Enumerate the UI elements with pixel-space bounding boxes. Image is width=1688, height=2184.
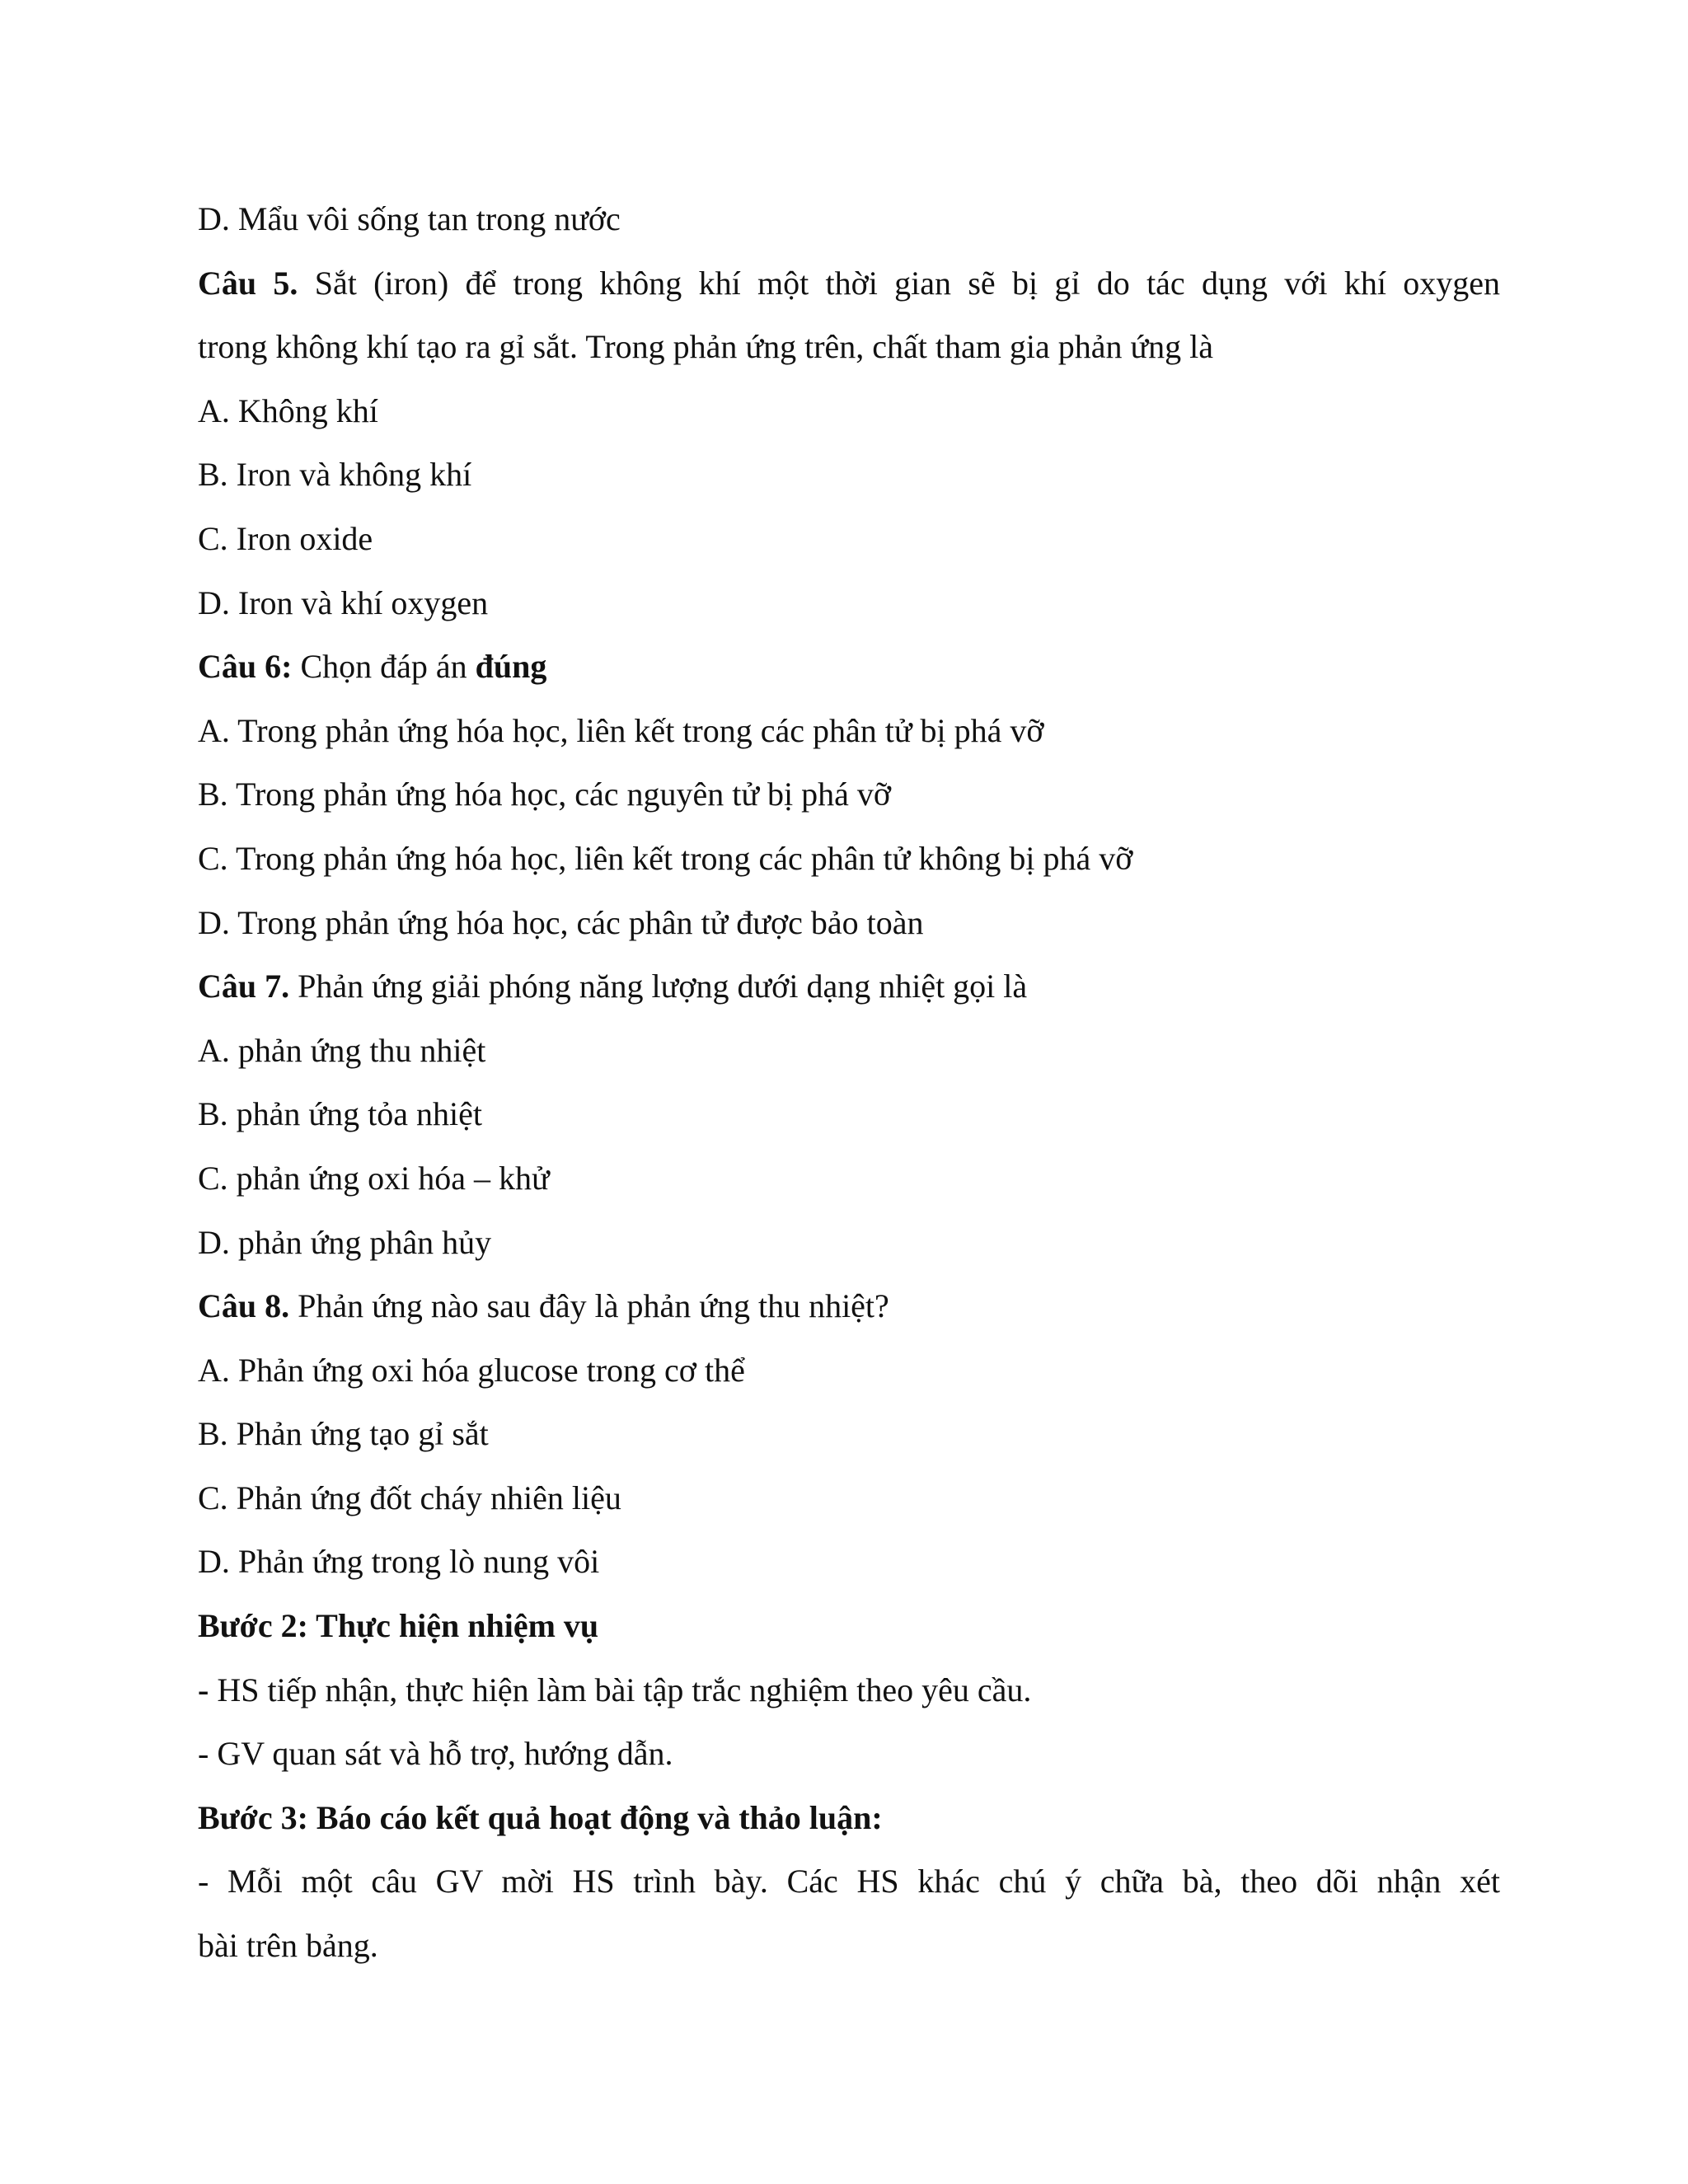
line-text: bài trên bảng. [198, 1927, 378, 1965]
step-heading [198, 1793, 1500, 1858]
line-text: trong không khí tạo ra gỉ sắt. Trong phản ứng trên, chất tham gia phản ứng là [198, 328, 1214, 366]
option-line [198, 1026, 1500, 1090]
option-line [198, 898, 1500, 963]
line-text: A. Trong phản ứng hóa học, liên kết trong các phân tử bị phá vỡ [198, 711, 1044, 749]
option-line [198, 450, 1500, 514]
step-item [198, 1729, 1500, 1793]
line-text: C. Trong phản ứng hóa học, liên kết trong các phân tử không bị phá vỡ [198, 839, 1133, 877]
line-text: B. Iron và không khí [198, 456, 472, 494]
option-line [198, 1218, 1500, 1282]
line-text: D. Mẩu vôi sống tan trong nước [198, 200, 621, 237]
step-item [198, 1857, 1500, 1921]
question-text: Sắt (iron) để trong không khí một thời gian sẽ bị gỉ do tác dụng với khí oxygen [298, 264, 1500, 302]
step-heading [198, 1601, 1500, 1666]
line-text: D. Iron và khí oxygen [198, 583, 489, 621]
question-number: Câu 6: [198, 648, 293, 686]
question-number: Câu 7. [198, 968, 290, 1005]
line-text: B. Phản ứng tạo gỉ sắt [198, 1415, 489, 1453]
question-line [198, 259, 1500, 323]
option-line [198, 1154, 1500, 1218]
option-line [198, 770, 1500, 834]
option-line [198, 1090, 1500, 1154]
option-line [198, 1409, 1500, 1474]
emphasis-text: đúng [475, 648, 547, 686]
step-title: Bước 2: Thực hiện nhiệm vụ [198, 1607, 599, 1645]
question-continuation [198, 322, 1500, 387]
option-line [198, 706, 1500, 771]
line-text: - GV quan sát và hỗ trợ, hướng dẫn. [198, 1735, 673, 1773]
line-text: D. Phản ứng trong lò nung vôi [198, 1543, 600, 1581]
line-text: A. phản ứng thu nhiệt [198, 1031, 486, 1069]
option-line [198, 387, 1500, 451]
option-line [198, 1537, 1500, 1601]
question-line [198, 962, 1500, 1026]
question-text: Chọn đáp án [292, 648, 476, 686]
line-text: D. Trong phản ứng hóa học, các phân tử được bảo toàn [198, 903, 924, 941]
step-title: Bước 3: Báo cáo kết quả hoạt động và thảo luận: [198, 1798, 883, 1836]
line-text: C. Iron oxide [198, 519, 373, 557]
line-text: HS tiếp nhận, thực hiện làm bài tập trắc nghiệm theo yêu cầu. [209, 1671, 1032, 1708]
option-line [198, 514, 1500, 579]
option-line [198, 834, 1500, 898]
step-item-continuation [198, 1921, 1500, 1985]
line-text: C. phản ứng oxi hóa – khử [198, 1159, 550, 1197]
line-text: - Mỗi một câu GV mời HS trình bày. Các HS khác chú ý chữa bà, theo dõi nhận xét [198, 1863, 1500, 1900]
line-text: A. Không khí [198, 391, 378, 429]
question-number: Câu 8. [198, 1287, 290, 1325]
step-item [198, 1666, 1500, 1730]
line-text: B. phản ứng tỏa nhiệt [198, 1095, 482, 1133]
line-text: C. Phản ứng đốt cháy nhiên liệu [198, 1479, 621, 1516]
question-number: Câu 5. [198, 264, 298, 302]
line-text: A. Phản ứng oxi hóa glucose trong cơ thể [198, 1351, 745, 1389]
option-line [198, 1474, 1500, 1538]
bullet-dash: - [198, 1671, 209, 1708]
question-text: Phản ứng giải phóng năng lượng dưới dạng nhiệt gọi là [289, 968, 1028, 1005]
question-line [198, 642, 1500, 706]
option-line [198, 579, 1500, 643]
line-text: B. Trong phản ứng hóa học, các nguyên tử bị phá vỡ [198, 776, 892, 813]
document-page [198, 194, 1500, 1985]
question-line [198, 1282, 1500, 1346]
question-text: Phản ứng nào sau đây là phản ứng thu nhiệt? [289, 1287, 889, 1325]
line-text: D. phản ứng phân hủy [198, 1223, 492, 1261]
option-line [198, 1346, 1500, 1410]
option-line [198, 194, 1500, 259]
